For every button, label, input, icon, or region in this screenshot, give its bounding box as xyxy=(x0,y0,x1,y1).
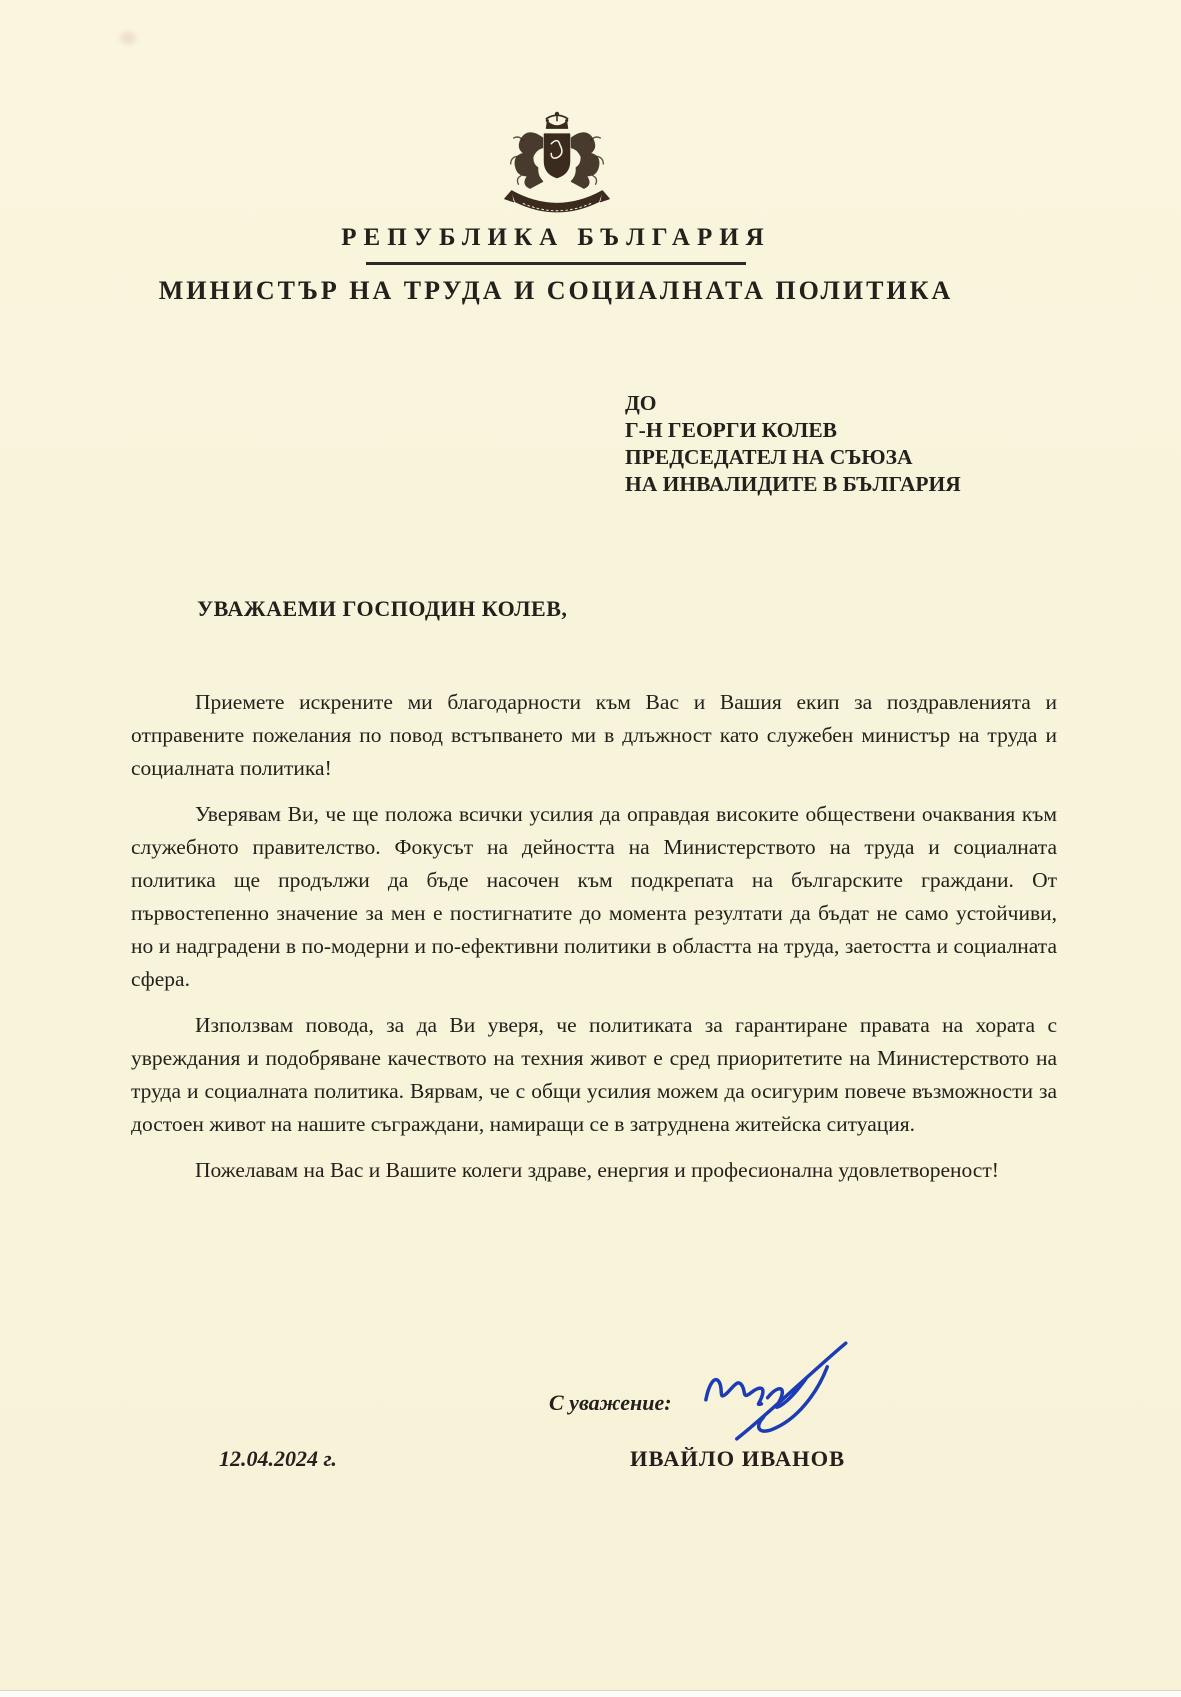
closing-phrase: С уважение: xyxy=(549,1390,672,1415)
bulgaria-coat-of-arms-icon xyxy=(494,110,620,218)
letter-date: 12.04.2024 г. xyxy=(219,1446,337,1471)
scan-smudge-artifact xyxy=(120,32,136,44)
letterhead-divider xyxy=(366,262,746,265)
salutation: УВАЖАЕМИ ГОСПОДИН КОЛЕВ, xyxy=(197,596,568,621)
recipient-line: ДО xyxy=(625,391,657,415)
republic-title: РЕПУБЛИКА БЪЛГАРИЯ xyxy=(341,224,771,251)
letter-body xyxy=(131,686,1057,1200)
signer-name: ИВАЙЛО ИВАНОВ xyxy=(630,1446,846,1471)
letter-paragraph: Уверявам Ви, че ще положа всички усилия да оправдая високите обществени очаквания към служебното правителство. Фокусът на дейността на Министерството на труда и социалната политика ще продължи да бъде насочен към подкрепата на българските граждани. От първостепенно значение за мен е постигнатите до момента резултати да бъдат не само устойчиви, но и надградени в по-модерни и по-ефективни политики в областта на труда, заетостта и социалната сфера. xyxy=(131,802,1057,991)
scan-edge-artifact xyxy=(0,1690,1181,1697)
ministry-title: МИНИСТЪР НА ТРУДА И СОЦИАЛНАТА ПОЛИТИКА xyxy=(158,276,954,305)
recipient-line: НА ИНВАЛИДИТЕ В БЪЛГАРИЯ xyxy=(625,472,961,496)
handwritten-signature-icon xyxy=(698,1336,866,1444)
recipient-line: ПРЕДСЕДАТЕЛ НА СЪЮЗА xyxy=(625,445,913,469)
letter-paragraph: Пожелавам на Вас и Вашите колеги здраве, енергия и професионална удовлетвореност! xyxy=(195,1158,999,1182)
letter-paragraph: Използвам повода, за да Ви уверя, че политиката за гарантиране правата на хората с увреждания и подобряване качеството на техния живот е сред приоритетите на Министерството на труда и социалната политика. Вярвам, че с общи усилия можем да осигурим повече възможности за достоен живот на нашите съграждани, намиращи се в затруднена житейска ситуация. xyxy=(131,1013,1057,1136)
recipient-line: Г-Н ГЕОРГИ КОЛЕВ xyxy=(625,418,837,442)
letter-paragraph: Приемете искрените ми благодарности към Вас и Вашия екип за поздравленията и отправените пожелания по повод встъпването ми в длъжност като служебен министър на труда и социалната политика! xyxy=(131,690,1057,780)
recipient-address-block xyxy=(625,390,961,498)
